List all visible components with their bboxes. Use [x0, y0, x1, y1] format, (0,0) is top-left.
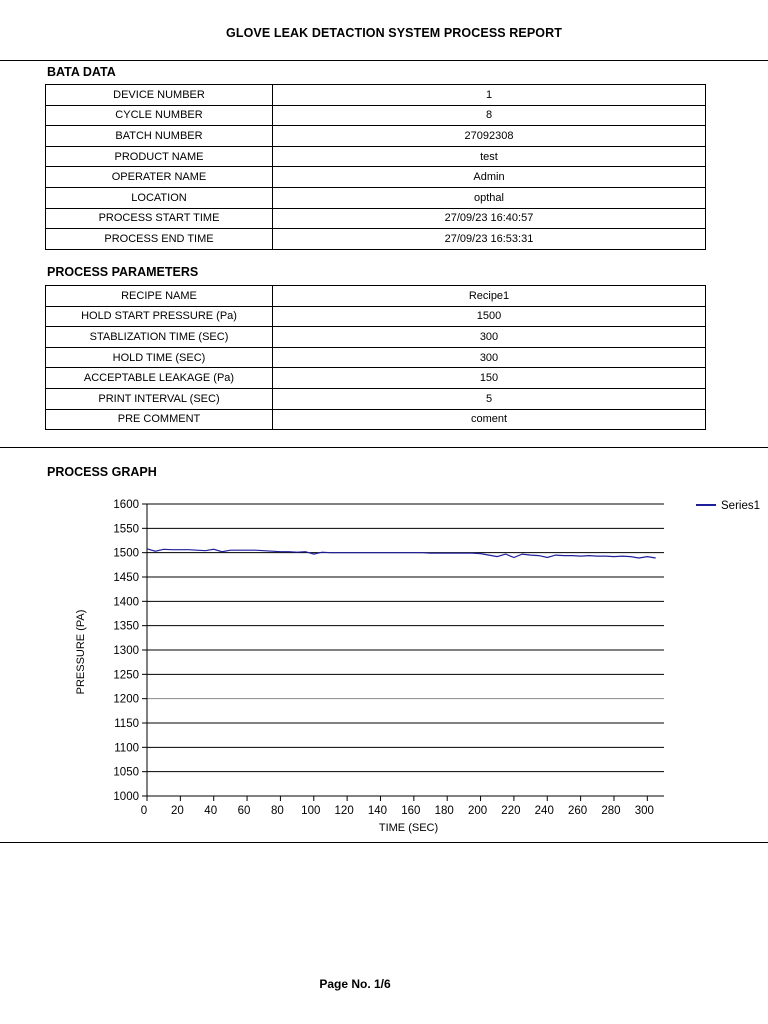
- field-label: RECIPE NAME: [46, 286, 273, 307]
- page-number: Page No. 1/6: [319, 977, 391, 991]
- y-tick-label: 1100: [114, 742, 139, 755]
- field-label: PROCESS START TIME: [46, 208, 273, 229]
- parameter-row: [46, 347, 706, 368]
- x-tick-label: 100: [301, 805, 321, 817]
- field-label: PRE COMMENT: [46, 409, 273, 430]
- x-tick-label: 80: [271, 805, 284, 817]
- x-tick-label: 300: [634, 805, 654, 817]
- field-value: coment: [273, 409, 706, 430]
- y-tick-label: 1400: [113, 596, 139, 609]
- field-label: BATCH NUMBER: [46, 126, 273, 147]
- process-parameters-table: [45, 285, 706, 430]
- process-parameters-heading: PROCESS PARAMETERS: [47, 265, 199, 279]
- bata-data-row: [46, 126, 706, 147]
- field-value: 5: [273, 388, 706, 409]
- bata-data-row: [46, 146, 706, 167]
- field-value: 27/09/23 16:53:31: [273, 229, 706, 250]
- process-graph-heading: PROCESS GRAPH: [47, 465, 157, 479]
- field-value: 1500: [273, 306, 706, 327]
- bata-data-row: [46, 167, 706, 188]
- divider: [0, 60, 768, 61]
- field-value: 300: [273, 327, 706, 348]
- x-tick-label: 240: [534, 805, 554, 817]
- field-value: 27092308: [273, 126, 706, 147]
- legend-label: Series1: [721, 500, 760, 512]
- parameter-row: [46, 327, 706, 348]
- bata-data-row: [46, 105, 706, 126]
- divider: [0, 842, 768, 843]
- x-axis-title: TIME (SEC): [378, 822, 439, 834]
- field-label: LOCATION: [46, 187, 273, 208]
- field-value: 8: [273, 105, 706, 126]
- parameter-row: [46, 306, 706, 327]
- field-value: 150: [273, 368, 706, 389]
- field-value: 1: [273, 85, 706, 106]
- field-label: DEVICE NUMBER: [46, 85, 273, 106]
- x-tick-label: 20: [170, 805, 184, 817]
- x-tick-label: 140: [367, 805, 388, 817]
- field-label: STABLIZATION TIME (SEC): [46, 327, 273, 348]
- y-axis-title: PRESSURE (PA): [75, 609, 87, 695]
- x-tick-label: 0: [140, 805, 148, 817]
- parameter-row: [46, 388, 706, 409]
- x-tick-label: 40: [204, 805, 218, 817]
- x-tick-label: 60: [237, 805, 251, 817]
- field-label: PRINT INTERVAL (SEC): [46, 388, 273, 409]
- field-value: 27/09/23 16:40:57: [273, 208, 706, 229]
- x-tick-label: 120: [334, 805, 354, 817]
- bata-data-row: [46, 208, 706, 229]
- process-graph-chart: [0, 490, 768, 840]
- field-value: 300: [273, 347, 706, 368]
- y-tick-label: 1600: [113, 499, 139, 511]
- bata-data-table: [45, 84, 706, 250]
- bata-data-row: [46, 85, 706, 106]
- bata-data-row: [46, 229, 706, 250]
- field-label: ACCEPTABLE LEAKAGE (Pa): [46, 368, 273, 389]
- field-label: OPERATER NAME: [46, 167, 273, 188]
- x-tick-label: 200: [467, 805, 488, 817]
- y-tick-label: 1350: [113, 620, 139, 633]
- parameter-row: [46, 368, 706, 389]
- bata-data-heading: BATA DATA: [47, 65, 116, 79]
- field-value: test: [273, 146, 706, 167]
- y-tick-label: 1050: [113, 766, 139, 779]
- y-tick-label: 1000: [113, 791, 139, 803]
- field-label: PROCESS END TIME: [46, 229, 273, 250]
- y-tick-label: 1450: [113, 572, 139, 584]
- y-tick-label: 1300: [113, 645, 139, 657]
- x-tick-label: 180: [434, 805, 454, 817]
- parameter-row: [46, 409, 706, 430]
- x-tick-label: 220: [501, 805, 521, 817]
- y-tick-label: 1550: [113, 523, 139, 536]
- field-label: CYCLE NUMBER: [46, 105, 273, 126]
- field-value: opthal: [273, 187, 706, 208]
- parameter-row: [46, 286, 706, 307]
- field-label: HOLD START PRESSURE (Pa): [46, 306, 273, 327]
- bata-data-row: [46, 187, 706, 208]
- field-value: Admin: [273, 167, 706, 188]
- x-tick-label: 260: [568, 805, 588, 817]
- y-tick-label: 1150: [114, 718, 139, 730]
- field-value: Recipe1: [273, 286, 706, 307]
- series-line: [147, 549, 656, 558]
- field-label: PRODUCT NAME: [46, 146, 273, 167]
- field-label: HOLD TIME (SEC): [46, 347, 273, 368]
- x-tick-label: 280: [601, 805, 621, 817]
- x-tick-label: 160: [401, 805, 421, 817]
- y-tick-label: 1250: [113, 669, 139, 682]
- divider: [0, 447, 768, 448]
- report-title: GLOVE LEAK DETACTION SYSTEM PROCESS REPORT: [226, 26, 562, 40]
- y-tick-label: 1500: [113, 547, 139, 560]
- y-tick-label: 1200: [113, 693, 139, 706]
